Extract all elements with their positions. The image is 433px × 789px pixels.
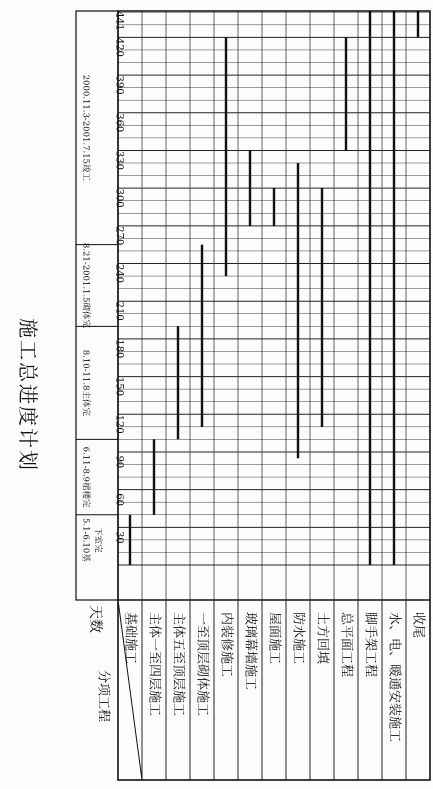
task-label: 屋面施工 (266, 612, 282, 665)
task-label: 收尾 (410, 612, 426, 639)
task-label: 脚手架工程 (362, 612, 378, 678)
day-tick-label: 240 (113, 263, 125, 284)
task-label: 内装修施工 (218, 612, 234, 678)
task-label: 土方回填 (314, 612, 330, 665)
day-tick-label: 60 (113, 493, 125, 506)
day-tick-label: 420 (113, 37, 125, 57)
milestone-label: 8.10-11.8主体完 (80, 349, 91, 416)
task-label: 玻璃幕墙施工 (242, 612, 258, 691)
day-tick-label: 441 (113, 11, 125, 31)
table-frame (118, 11, 430, 780)
milestone-label: 8.21-2001.1.5砌体完 (80, 242, 91, 329)
day-tick-label: 390 (113, 75, 125, 95)
task-label: 防水施工 (290, 612, 306, 665)
day-tick-label: 120 (113, 414, 125, 434)
corner-label-days: 天数 (87, 605, 103, 633)
milestone-label-line2: 下室完 (92, 527, 103, 553)
day-tick-label: 150 (113, 377, 125, 397)
task-label: 总平面工程 (338, 612, 354, 678)
milestone-label: 5.1-6.10基 (80, 517, 91, 562)
day-tick-label: 30 (113, 530, 125, 544)
day-tick-label: 360 (113, 113, 125, 133)
task-label: 水、电、暖通安装施工 (386, 612, 402, 743)
day-tick-label: 270 (113, 226, 125, 246)
corner-label-tasks: 分项工程 (95, 670, 111, 723)
day-tick-label: 180 (113, 339, 125, 359)
task-label: 基础施工 (122, 612, 138, 665)
task-label: 主体五至顶层施工 (170, 612, 186, 717)
milestone-label: 2000.11.3-2001.7.15竣工 (80, 74, 91, 182)
page-title: 施工总进度计划 (16, 318, 40, 472)
day-tick-label: 330 (113, 150, 125, 170)
day-tick-label: 300 (113, 188, 125, 208)
task-label: 主体一至四层施工 (146, 612, 162, 717)
day-tick-label: 90 (113, 455, 125, 469)
task-label: 一至顶层砌体施工 (194, 612, 210, 717)
day-tick-label: 210 (113, 301, 125, 321)
milestone-label: 6.11-8.9裙楼完 (80, 446, 91, 508)
